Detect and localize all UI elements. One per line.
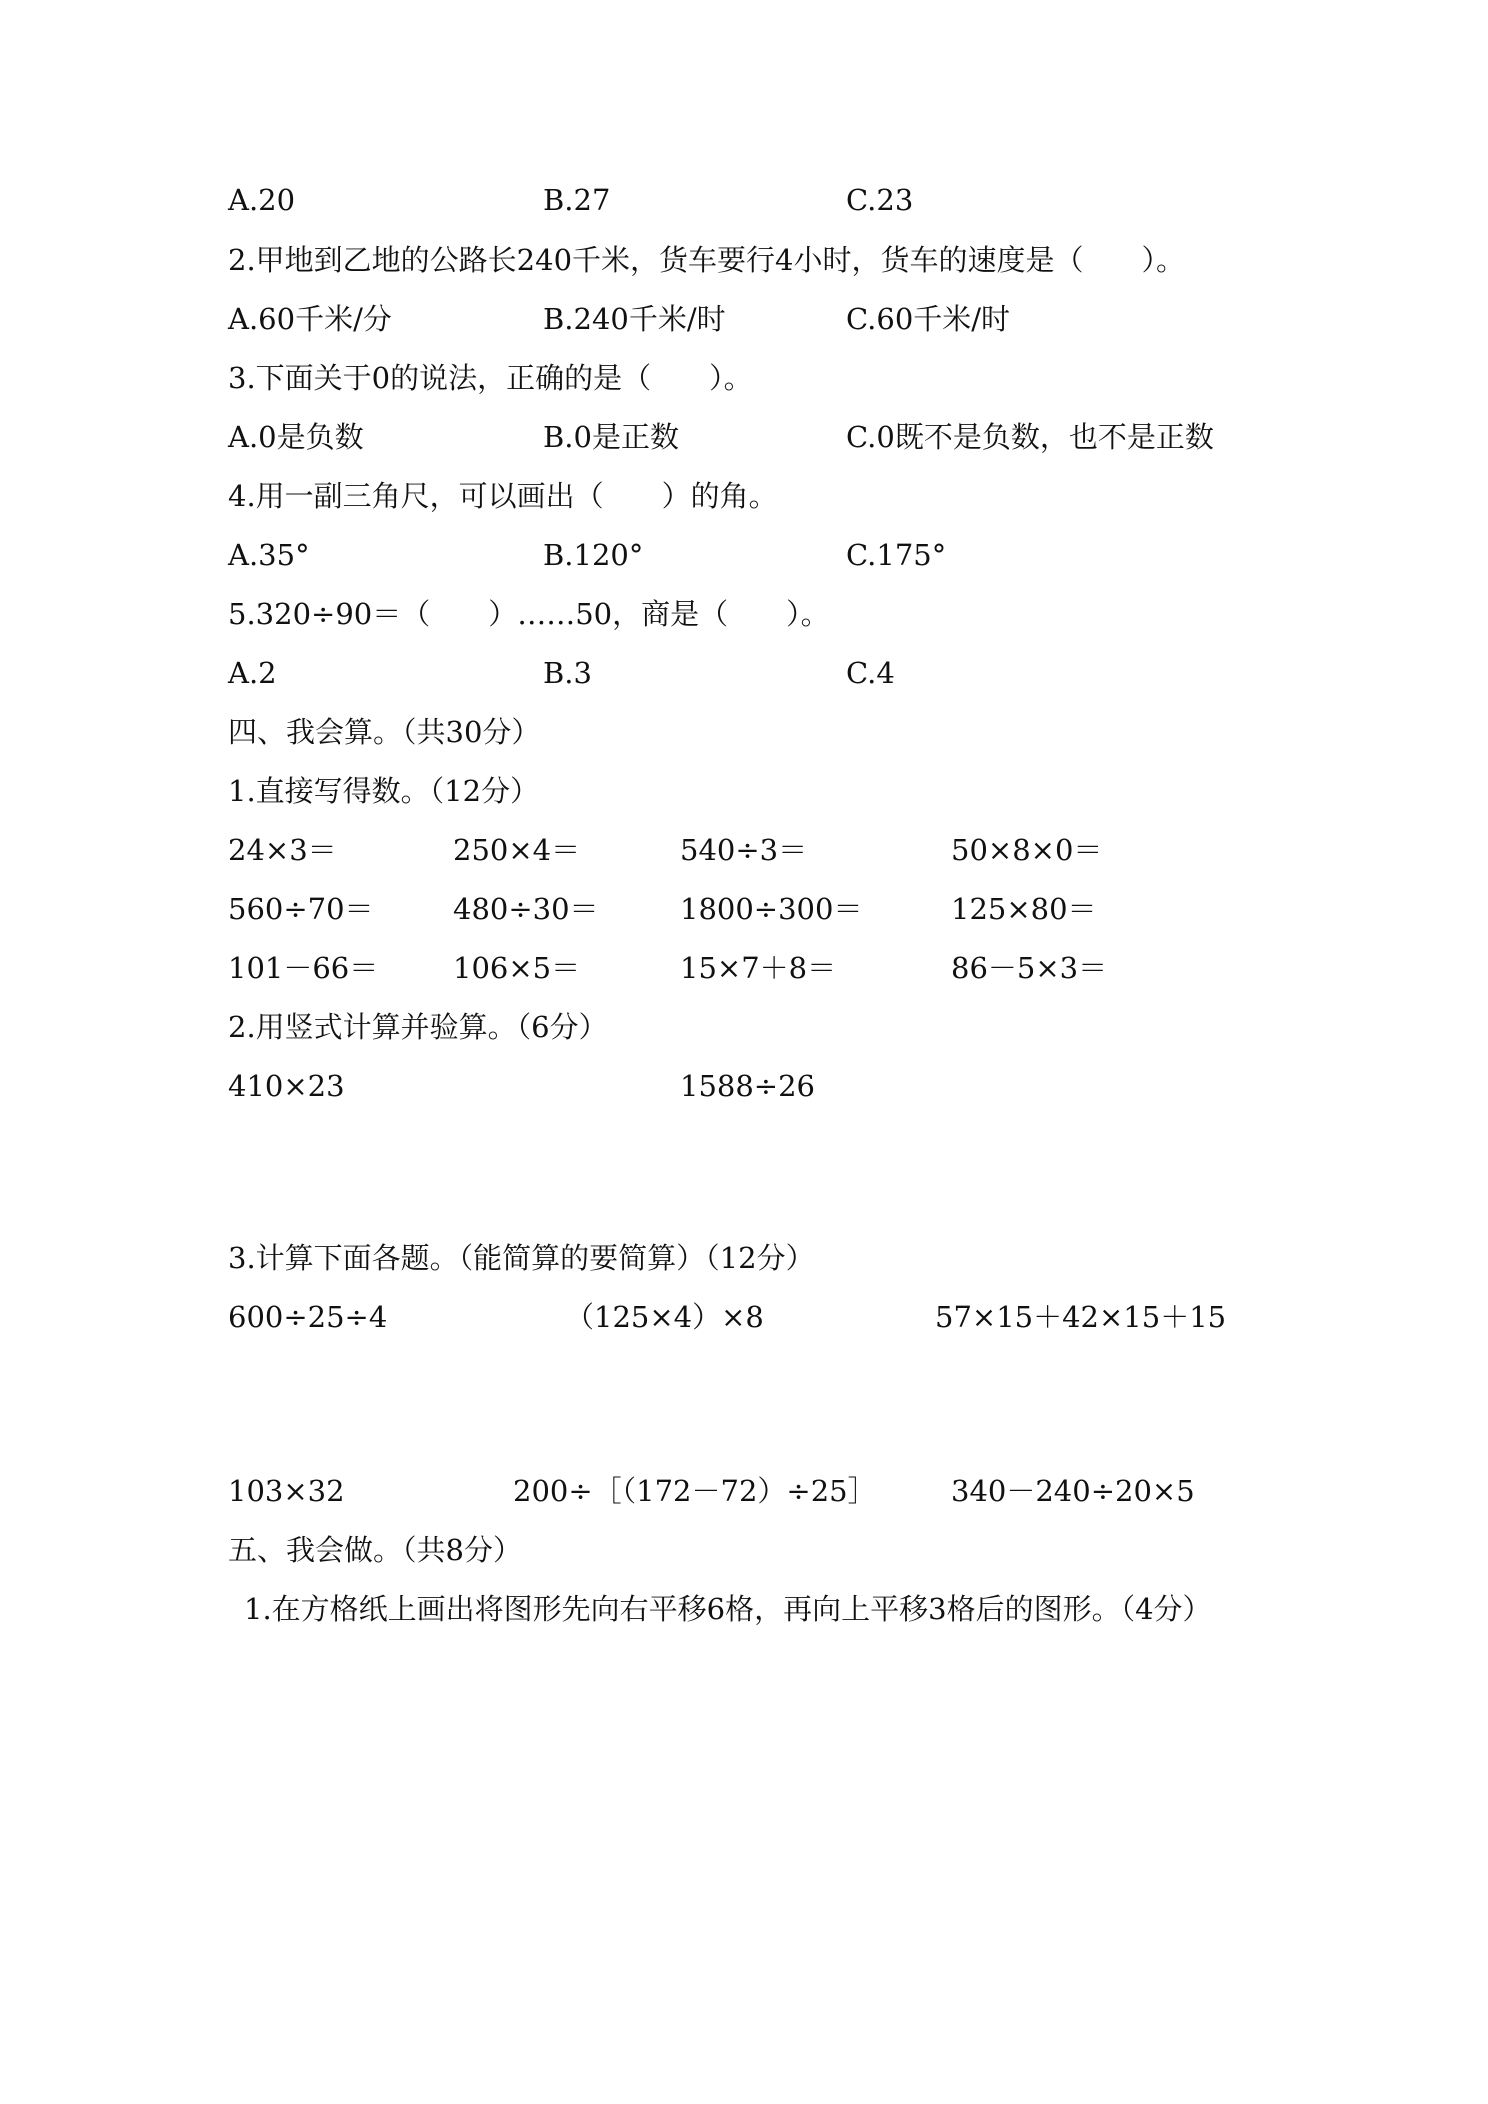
calc-item: 1800÷300＝ [680,892,863,926]
calc-item: 101－66＝ [228,951,379,985]
q1-option-b: B.27 [543,183,611,217]
calc-item: 540÷3＝ [680,833,808,867]
q4-option-a: A.35° [228,538,310,572]
q3-option-b: B.0是正数 [543,420,679,454]
calc-item: 480÷30＝ [453,892,599,926]
q3-stem: 3.下面关于0的说法，正确的是（ ）。 [228,361,753,395]
q2-option-a: A.60千米/分 [228,302,392,336]
calc-item: 15×7＋8＝ [680,951,837,985]
q1-option-a: A.20 [228,183,296,217]
section5-q1-title: 1.在方格纸上画出将图形先向右平移6格，再向上平移3格后的图形。（4分） [244,1592,1212,1626]
calc-item: 86－5×3＝ [951,951,1108,985]
q2-option-c: C.60千米/时 [846,302,1011,336]
section4-title: 四、我会算。（共30分） [228,715,541,749]
q5-stem: 5.320÷90＝（ ）……50，商是（ ）。 [228,597,830,631]
calc-item: 125×80＝ [951,892,1097,926]
calc-item: 106×5＝ [453,951,581,985]
expression-item: （125×4）×8 [565,1300,764,1334]
section4-q1-title: 1.直接写得数。（12分） [228,774,540,808]
q5-option-c: C.4 [846,656,895,690]
section4-q3-title: 3.计算下面各题。（能简算的要简算）（12分） [228,1241,815,1275]
q4-option-b: B.120° [543,538,644,572]
expression-item: 200÷［（172－72）÷25］ [513,1474,877,1508]
vertical-calc-item: 1588÷26 [680,1069,816,1103]
expression-item: 57×15＋42×15＋15 [935,1300,1227,1334]
q5-option-b: B.3 [543,656,592,690]
q3-option-c: C.0既不是负数，也不是正数 [846,420,1214,454]
q4-option-c: C.175° [846,538,947,572]
expression-item: 340－240÷20×5 [951,1474,1195,1508]
section4-q2-title: 2.用竖式计算并验算。（6分） [228,1010,608,1044]
vertical-calc-item: 410×23 [228,1069,345,1103]
calc-item: 560÷70＝ [228,892,374,926]
calc-item: 50×8×0＝ [951,833,1103,867]
q1-option-c: C.23 [846,183,914,217]
q2-option-b: B.240千米/时 [543,302,726,336]
calc-item: 24×3＝ [228,833,337,867]
expression-item: 103×32 [228,1474,345,1508]
q2-stem: 2.甲地到乙地的公路长240千米，货车要行4小时，货车的速度是（ ）。 [228,243,1185,277]
calc-item: 250×4＝ [453,833,581,867]
q3-option-a: A.0是负数 [228,420,364,454]
q4-stem: 4.用一副三角尺，可以画出（ ）的角。 [228,479,778,513]
q5-option-a: A.2 [228,656,277,690]
section5-title: 五、我会做。（共8分） [228,1533,522,1567]
expression-item: 600÷25÷4 [228,1300,388,1334]
